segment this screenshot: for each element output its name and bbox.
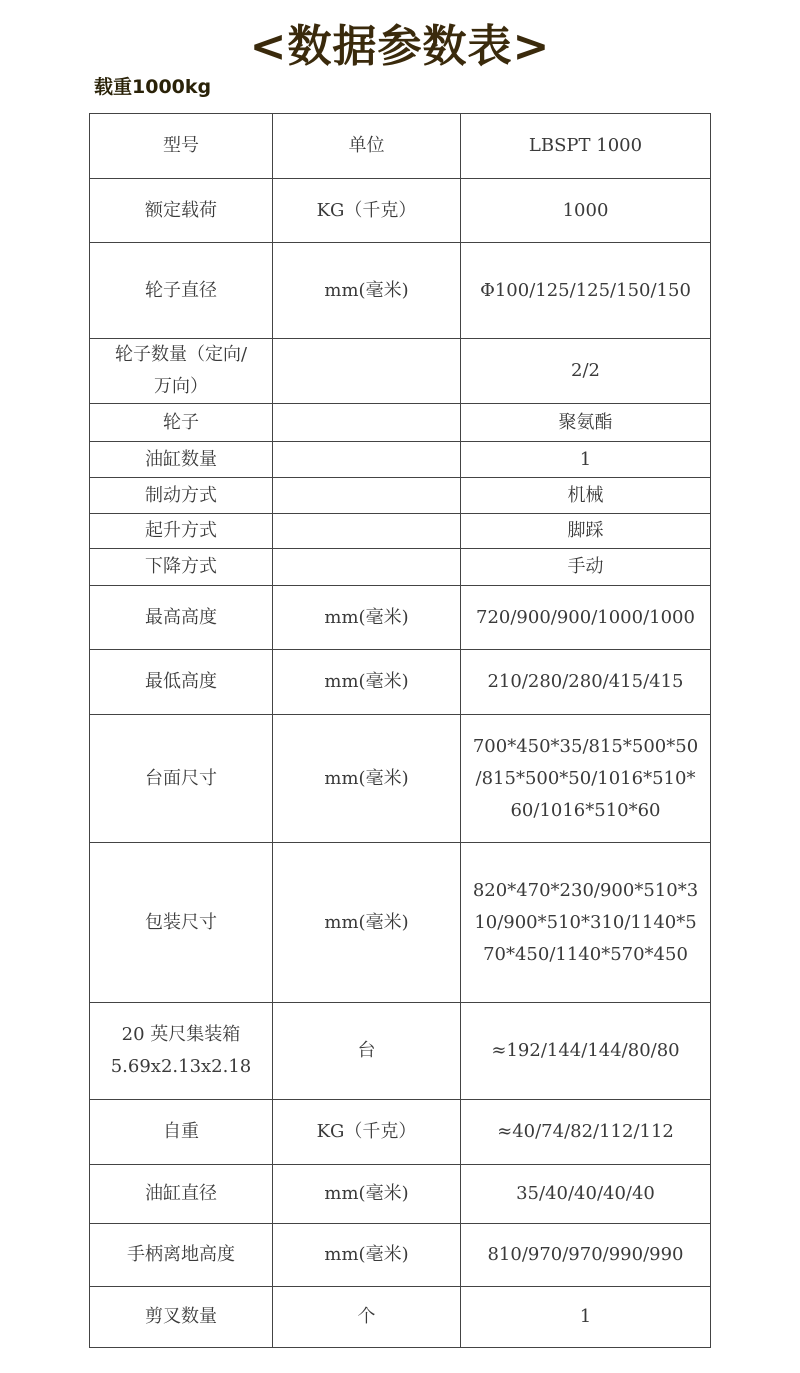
row-unit-cell: mm(毫米)	[273, 843, 461, 1003]
row-value-cell: Φ100/125/125/150/150	[461, 243, 711, 339]
row-label-cell: 额定载荷	[90, 179, 273, 243]
row-unit-cell	[273, 442, 461, 478]
row-label-cell: 下降方式	[90, 549, 273, 586]
row-unit-cell: mm(毫米)	[273, 1165, 461, 1224]
row-label-cell: 油缸数量	[90, 442, 273, 478]
row-value-cell: 35/40/40/40/40	[461, 1165, 711, 1224]
table-row	[90, 243, 711, 339]
row-label-cell: 剪叉数量	[90, 1287, 273, 1348]
row-label-cell: 轮子直径	[90, 243, 273, 339]
spec-table-body	[90, 114, 711, 1348]
row-label-cell: 台面尺寸	[90, 715, 273, 843]
row-unit-cell: KG（千克）	[273, 1100, 461, 1165]
row-unit-cell	[273, 514, 461, 549]
row-unit-cell	[273, 404, 461, 442]
row-label-cell: 轮子数量（定向/ 万向）	[90, 339, 273, 404]
row-value-cell: ≈192/144/144/80/80	[461, 1003, 711, 1100]
table-row	[90, 442, 711, 478]
table-row	[90, 478, 711, 514]
spec-table	[89, 113, 711, 1348]
header-unit-cell: 单位	[273, 114, 461, 179]
row-value-cell: 700*450*35/815*500*50 /815*500*50/1016*510* 60/1016*510*60	[461, 715, 711, 843]
row-unit-cell	[273, 339, 461, 404]
row-value-cell: 810/970/970/990/990	[461, 1224, 711, 1287]
row-value-cell: 脚踩	[461, 514, 711, 549]
row-value-cell: 机械	[461, 478, 711, 514]
row-unit-cell: mm(毫米)	[273, 1224, 461, 1287]
table-row	[90, 650, 711, 715]
table-row	[90, 339, 711, 404]
table-row	[90, 843, 711, 1003]
header-model-value-cell: LBSPT 1000	[461, 114, 711, 179]
row-unit-cell	[273, 478, 461, 514]
header-model-cell: 型号	[90, 114, 273, 179]
row-label-cell: 20 英尺集装箱 5.69x2.13x2.18	[90, 1003, 273, 1100]
row-label-cell: 自重	[90, 1100, 273, 1165]
load-capacity-subtitle: 载重1000kg	[94, 76, 212, 98]
row-label-cell: 起升方式	[90, 514, 273, 549]
table-row	[90, 1165, 711, 1224]
row-value-cell: 聚氨酯	[461, 404, 711, 442]
table-row	[90, 1224, 711, 1287]
row-value-cell: 720/900/900/1000/1000	[461, 586, 711, 650]
row-label-cell: 最高高度	[90, 586, 273, 650]
row-value-cell: 210/280/280/415/415	[461, 650, 711, 715]
row-label-cell: 油缸直径	[90, 1165, 273, 1224]
table-row	[90, 179, 711, 243]
table-row	[90, 1003, 711, 1100]
row-value-cell: 2/2	[461, 339, 711, 404]
row-value-cell: ≈40/74/82/112/112	[461, 1100, 711, 1165]
row-label-cell: 制动方式	[90, 478, 273, 514]
table-row	[90, 549, 711, 586]
row-unit-cell: mm(毫米)	[273, 586, 461, 650]
table-row	[90, 1287, 711, 1348]
table-header-row	[90, 114, 711, 179]
row-value-cell: 手动	[461, 549, 711, 586]
row-label-cell: 最低高度	[90, 650, 273, 715]
row-unit-cell: 台	[273, 1003, 461, 1100]
row-label-cell: 包装尺寸	[90, 843, 273, 1003]
row-unit-cell: mm(毫米)	[273, 650, 461, 715]
row-unit-cell	[273, 549, 461, 586]
row-value-cell: 1	[461, 442, 711, 478]
row-label-cell: 轮子	[90, 404, 273, 442]
table-row	[90, 404, 711, 442]
row-unit-cell: mm(毫米)	[273, 715, 461, 843]
row-value-cell: 820*470*230/900*510*3 10/900*510*310/1140*5 70*450/1140*570*450	[461, 843, 711, 1003]
table-row	[90, 514, 711, 549]
table-row	[90, 715, 711, 843]
page-title: <数据参数表>	[249, 21, 551, 72]
row-label-cell: 手柄离地高度	[90, 1224, 273, 1287]
table-row	[90, 1100, 711, 1165]
row-unit-cell: 个	[273, 1287, 461, 1348]
row-value-cell: 1000	[461, 179, 711, 243]
row-value-cell: 1	[461, 1287, 711, 1348]
row-unit-cell: mm(毫米)	[273, 243, 461, 339]
row-unit-cell: KG（千克）	[273, 179, 461, 243]
table-row	[90, 586, 711, 650]
